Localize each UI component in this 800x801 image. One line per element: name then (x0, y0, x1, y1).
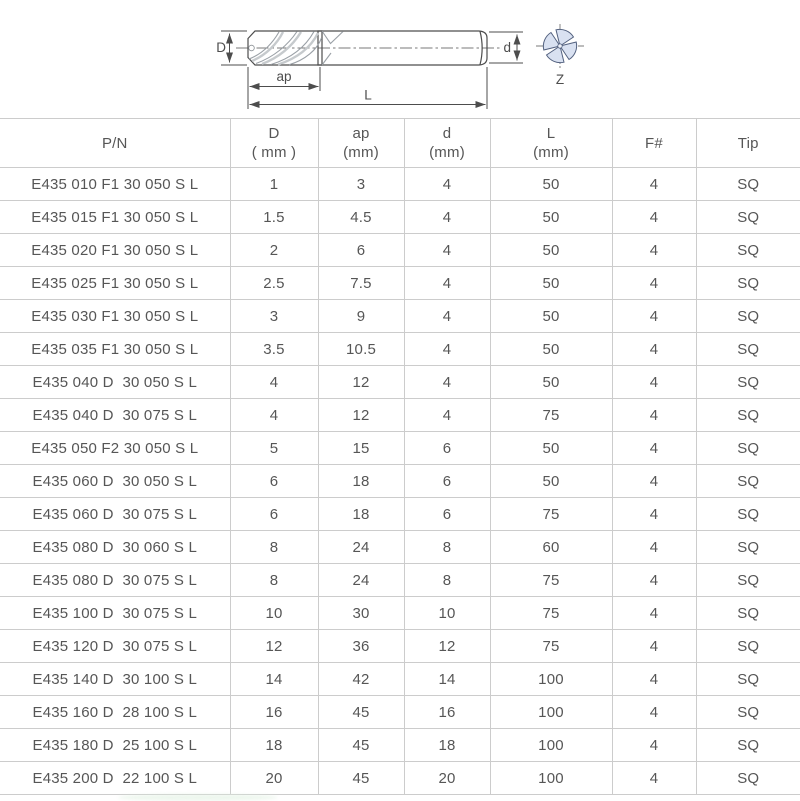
part-number-cell: E435 080 D 30 075 S L (0, 564, 230, 597)
value-cell: 4 (612, 234, 696, 267)
value-cell: 20 (404, 762, 490, 795)
part-number-cell: E435 040 D 30 075 S L (0, 399, 230, 432)
end-view (536, 24, 584, 87)
table-row (0, 531, 800, 564)
value-cell: SQ (696, 630, 800, 663)
value-cell: 50 (490, 300, 612, 333)
value-cell: 8 (404, 531, 490, 564)
value-cell: 4 (404, 399, 490, 432)
value-cell: 1.5 (230, 201, 318, 234)
column-header-l: L (mm) (490, 119, 612, 168)
value-cell: 50 (490, 267, 612, 300)
value-cell: SQ (696, 498, 800, 531)
part-number-cell: E435 060 D 30 050 S L (0, 465, 230, 498)
value-cell: 18 (318, 465, 404, 498)
value-cell: SQ (696, 201, 800, 234)
spec-table (0, 118, 800, 795)
table-row (0, 267, 800, 300)
value-cell: 14 (230, 663, 318, 696)
value-cell: 16 (404, 696, 490, 729)
table-body (0, 168, 800, 795)
value-cell: 42 (318, 663, 404, 696)
value-cell: 6 (404, 498, 490, 531)
table-row (0, 234, 800, 267)
dim-label-ap: ap (276, 69, 292, 84)
value-cell: SQ (696, 465, 800, 498)
value-cell: 16 (230, 696, 318, 729)
value-cell: 6 (230, 465, 318, 498)
value-cell: SQ (696, 663, 800, 696)
value-cell: 4 (230, 366, 318, 399)
column-header-tip: Tip (696, 119, 800, 168)
table-row (0, 432, 800, 465)
value-cell: SQ (696, 234, 800, 267)
column-header-f: F# (612, 119, 696, 168)
value-cell: 4 (404, 168, 490, 201)
value-cell: 24 (318, 564, 404, 597)
value-cell: SQ (696, 432, 800, 465)
value-cell: 50 (490, 201, 612, 234)
dim-label-D: D (216, 40, 226, 55)
column-header-d: d (mm) (404, 119, 490, 168)
table-row (0, 366, 800, 399)
part-number-cell: E435 160 D 28 100 S L (0, 696, 230, 729)
value-cell: 20 (230, 762, 318, 795)
value-cell: 36 (318, 630, 404, 663)
value-cell: 100 (490, 663, 612, 696)
value-cell: 4 (612, 168, 696, 201)
value-cell: 4 (612, 762, 696, 795)
value-cell: SQ (696, 762, 800, 795)
value-cell: 4 (404, 366, 490, 399)
column-header-ap: ap (mm) (318, 119, 404, 168)
value-cell: 6 (404, 432, 490, 465)
table-row (0, 498, 800, 531)
part-number-cell: E435 050 F2 30 050 S L (0, 432, 230, 465)
value-cell: 50 (490, 333, 612, 366)
value-cell: 4 (612, 333, 696, 366)
value-cell: 3.5 (230, 333, 318, 366)
value-cell: 10 (230, 597, 318, 630)
value-cell: 45 (318, 729, 404, 762)
value-cell: 9 (318, 300, 404, 333)
value-cell: 4 (612, 498, 696, 531)
value-cell: SQ (696, 696, 800, 729)
column-header-d: D ( mm ) (230, 119, 318, 168)
value-cell: 4 (612, 531, 696, 564)
value-cell: 4 (612, 201, 696, 234)
value-cell: 6 (318, 234, 404, 267)
value-cell: 4 (404, 333, 490, 366)
table-row (0, 465, 800, 498)
value-cell: 2.5 (230, 267, 318, 300)
value-cell: SQ (696, 531, 800, 564)
value-cell: 3 (230, 300, 318, 333)
dimension-d (489, 32, 523, 63)
value-cell: SQ (696, 333, 800, 366)
value-cell: 4 (612, 399, 696, 432)
dim-label-Z: Z (555, 72, 565, 87)
value-cell: 50 (490, 465, 612, 498)
table-row (0, 597, 800, 630)
table-row (0, 564, 800, 597)
value-cell: 12 (230, 630, 318, 663)
part-number-cell: E435 140 D 30 100 S L (0, 663, 230, 696)
value-cell: 100 (490, 729, 612, 762)
value-cell: 5 (230, 432, 318, 465)
value-cell: 50 (490, 432, 612, 465)
flute-cross-section (543, 29, 576, 62)
value-cell: 8 (230, 531, 318, 564)
technical-drawing (0, 0, 800, 118)
table-row (0, 399, 800, 432)
value-cell: 75 (490, 399, 612, 432)
value-cell: 60 (490, 531, 612, 564)
value-cell: 4 (612, 630, 696, 663)
value-cell: SQ (696, 300, 800, 333)
dim-label-L: L (364, 87, 372, 103)
value-cell: 100 (490, 762, 612, 795)
value-cell: 2 (230, 234, 318, 267)
value-cell: 12 (404, 630, 490, 663)
value-cell: 24 (318, 531, 404, 564)
table-row (0, 300, 800, 333)
value-cell: 75 (490, 630, 612, 663)
value-cell: 4 (612, 696, 696, 729)
dim-label-d: d (503, 40, 511, 55)
table-row (0, 762, 800, 795)
value-cell: 75 (490, 498, 612, 531)
tip-center-hole (249, 45, 255, 51)
value-cell: 4 (612, 366, 696, 399)
value-cell: 8 (230, 564, 318, 597)
value-cell: 45 (318, 762, 404, 795)
value-cell: 10 (404, 597, 490, 630)
value-cell: 75 (490, 597, 612, 630)
column-header-p-n: P/N (0, 119, 230, 168)
spec-table-area (0, 118, 800, 795)
value-cell: 18 (404, 729, 490, 762)
part-number-cell: E435 025 F1 30 050 S L (0, 267, 230, 300)
value-cell: 12 (318, 366, 404, 399)
value-cell: 14 (404, 663, 490, 696)
value-cell: 4 (612, 300, 696, 333)
value-cell: 30 (318, 597, 404, 630)
value-cell: 50 (490, 168, 612, 201)
value-cell: 4 (404, 234, 490, 267)
value-cell: 4 (404, 300, 490, 333)
part-number-cell: E435 060 D 30 075 S L (0, 498, 230, 531)
value-cell: 50 (490, 366, 612, 399)
value-cell: 6 (404, 465, 490, 498)
part-number-cell: E435 120 D 30 075 S L (0, 630, 230, 663)
value-cell: SQ (696, 168, 800, 201)
value-cell: 4 (612, 267, 696, 300)
value-cell: 18 (230, 729, 318, 762)
value-cell: 4 (404, 267, 490, 300)
part-number-cell: E435 080 D 30 060 S L (0, 531, 230, 564)
part-number-cell: E435 035 F1 30 050 S L (0, 333, 230, 366)
value-cell: SQ (696, 267, 800, 300)
value-cell: SQ (696, 564, 800, 597)
table-row (0, 201, 800, 234)
value-cell: 4 (612, 729, 696, 762)
value-cell: SQ (696, 366, 800, 399)
table-row (0, 630, 800, 663)
part-number-cell: E435 100 D 30 075 S L (0, 597, 230, 630)
value-cell: 4.5 (318, 201, 404, 234)
drawing-area (0, 0, 800, 118)
value-cell: SQ (696, 399, 800, 432)
value-cell: 4 (612, 663, 696, 696)
value-cell: 18 (318, 498, 404, 531)
value-cell: 4 (612, 597, 696, 630)
value-cell: 100 (490, 696, 612, 729)
table-header-row (0, 119, 800, 168)
dimension-ap (248, 67, 320, 109)
table-row (0, 168, 800, 201)
part-number-cell: E435 030 F1 30 050 S L (0, 300, 230, 333)
value-cell: 45 (318, 696, 404, 729)
value-cell: 4 (404, 201, 490, 234)
value-cell: 4 (230, 399, 318, 432)
value-cell: 50 (490, 234, 612, 267)
part-number-cell: E435 040 D 30 050 S L (0, 366, 230, 399)
value-cell: 75 (490, 564, 612, 597)
table-row (0, 696, 800, 729)
value-cell: 10.5 (318, 333, 404, 366)
value-cell: 6 (230, 498, 318, 531)
table-row (0, 663, 800, 696)
value-cell: 4 (612, 465, 696, 498)
part-number-cell: E435 010 F1 30 050 S L (0, 168, 230, 201)
table-row (0, 729, 800, 762)
value-cell: 4 (612, 432, 696, 465)
value-cell: 3 (318, 168, 404, 201)
part-number-cell: E435 015 F1 30 050 S L (0, 201, 230, 234)
value-cell: 8 (404, 564, 490, 597)
part-number-cell: E435 020 F1 30 050 S L (0, 234, 230, 267)
part-number-cell: E435 180 D 25 100 S L (0, 729, 230, 762)
value-cell: 12 (318, 399, 404, 432)
value-cell: 7.5 (318, 267, 404, 300)
value-cell: SQ (696, 597, 800, 630)
value-cell: SQ (696, 729, 800, 762)
value-cell: 15 (318, 432, 404, 465)
value-cell: 4 (612, 564, 696, 597)
part-number-cell: E435 200 D 22 100 S L (0, 762, 230, 795)
table-row (0, 333, 800, 366)
value-cell: 1 (230, 168, 318, 201)
